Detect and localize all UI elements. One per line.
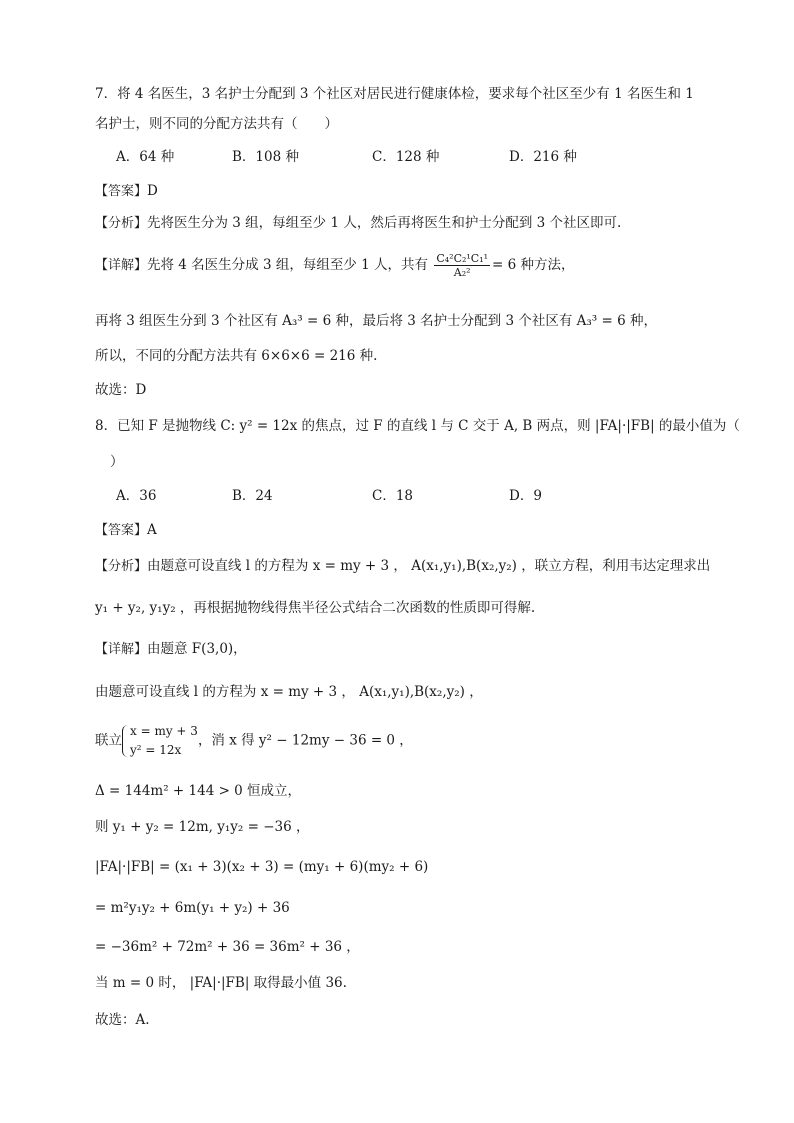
q7-detail-line2: 再将 3 组医生分到 3 个社区有 A₃³ = 6 种，最后将 3 名护士分配到 3 个社区有 A₃³ = 6 种，: [95, 313, 657, 329]
eliminate-text: ，消 x 得 y² − 12my − 36 = 0 ，: [197, 732, 413, 749]
q7-stem-line1: 7．将 4 名医生，3 名护士分配到 3 个社区对居民进行健康体检，要求每个社区至少有 1 名医生和 1: [95, 86, 694, 102]
q7-stem-line2: 名护士，则不同的分配方法共有（ ）: [95, 116, 338, 132]
answer-value: D: [147, 183, 158, 199]
q7-detail-line1: [95, 252, 575, 279]
q7-option-b: B．108 种: [232, 149, 299, 165]
equation-2: y² = 12x: [130, 743, 182, 757]
q7-answer: [95, 181, 158, 202]
q8-analysis-line1: [95, 556, 710, 577]
q8-stem-line1: 8．已知 F 是抛物线 C: y² = 12x 的焦点，过 F 的直线 l 与 C 交于 A, B 两点，则 |FA|·|FB| 的最小值为（: [95, 418, 740, 434]
q8-option-a: A．36: [116, 488, 157, 504]
detail-text: 由题意 F(3,0)，: [147, 641, 247, 657]
analysis-tag: 【分析】: [95, 559, 148, 574]
q8-option-b: B．24: [232, 488, 273, 504]
detail-tag: 【详解】: [95, 642, 148, 657]
q7-option-c: C．128 种: [372, 149, 440, 165]
analysis-tag: 【分析】: [95, 216, 148, 231]
q8-detail-line9: 当 m = 0 时， |FA|·|FB| 取得最小值 36.: [95, 975, 347, 991]
q8-stem-line2: ）: [110, 454, 124, 470]
analysis-text: 由题意可设直线 l 的方程为 x = my + 3 ， A(x₁,y₁),B(x₂,y₂) ，联立方程，利用韦达定理求出: [147, 558, 711, 574]
detail-text: 先将 4 名医生分成 3 组，每组至少 1 人，共有: [147, 257, 429, 273]
q8-option-c: C．18: [372, 488, 414, 504]
detail-text-tail: = 6 种方法，: [492, 257, 575, 273]
answer-tag: 【答案】: [95, 184, 148, 199]
q7-detail-line3: 所以，不同的分配方法共有 6×6×6 = 216 种.: [95, 348, 378, 364]
q7-option-a: A．64 种: [116, 149, 175, 165]
q8-option-d: D．9: [509, 488, 542, 504]
answer-tag: 【答案】: [95, 523, 148, 538]
q8-analysis-line2: y₁ + y₂, y₁y₂ ，再根据抛物线得焦半径公式结合二次函数的性质即可得解.: [95, 600, 536, 616]
combine-label: 联立: [95, 732, 122, 749]
q7-choice: 故选：D: [95, 382, 147, 398]
detail-tag: 【详解】: [95, 258, 148, 273]
answer-value: A: [147, 522, 157, 538]
q8-detail-line6: |FA|·|FB| = (x₁ + 3)(x₂ + 3) = (my₁ + 6)(my₂ + 6): [95, 859, 429, 875]
q8-choice: 故选：A.: [95, 1012, 150, 1028]
combination-fraction: [434, 252, 490, 279]
fraction-numerator: C₄²C₂¹C₁¹: [436, 252, 489, 265]
q7-option-d: D．216 种: [509, 149, 577, 165]
q7-analysis: [95, 213, 621, 234]
q8-detail-line7: = m²y₁y₂ + 6m(y₁ + y₂) + 36: [95, 900, 290, 916]
q8-answer: [95, 520, 157, 541]
fraction-denominator: A₂²: [453, 266, 471, 279]
q8-detail-line5: 则 y₁ + y₂ = 12m, y₁y₂ = −36 ，: [95, 819, 310, 835]
q8-detail-line1: [95, 639, 247, 660]
q8-detail-line2: 由题意可设直线 l 的方程为 x = my + 3 ， A(x₁,y₁),B(x₂,y₂) ，: [95, 684, 483, 700]
q8-detail-line3: [95, 722, 413, 760]
q8-detail-line4: Δ = 144m² + 144 > 0 恒成立，: [95, 783, 302, 799]
equation-system: [122, 722, 198, 760]
equation-1: x = my + 3: [130, 724, 198, 738]
analysis-text: 先将医生分为 3 组，每组至少 1 人，然后再将医生和护士分配到 3 个社区即可.: [147, 215, 622, 231]
q8-detail-line8: = −36m² + 72m² + 36 = 36m² + 36 ，: [95, 939, 360, 955]
